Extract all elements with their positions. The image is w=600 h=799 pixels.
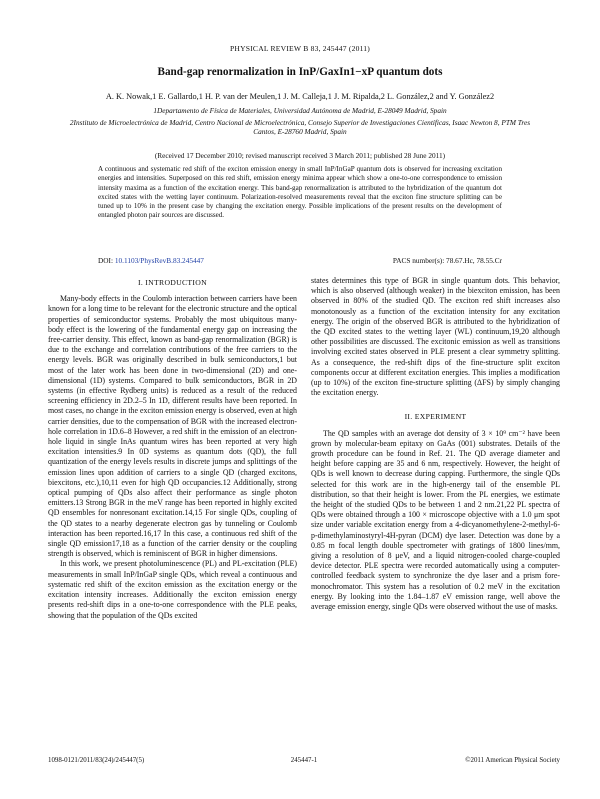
affiliation-1: 1Departamento de Física de Materiales, Universidad Autónoma de Madrid, E-28049 Madrid, Spain (153, 106, 447, 115)
doi-link[interactable]: 10.1103/PhysRevB.83.245447 (114, 256, 204, 265)
footer-page-number: 245447-1 (290, 757, 318, 764)
intro-paragraph-2: In this work, we present photoluminescence (PL) and PL-excitation (PLE) measurements in small InP/InGaP single QDs, which reveal a continuous and systematic red shift of the exciton emission as the excitation energy or the excitation intensity increases. Additionally the exciton emission energy presents red-shift dips in a one-to-one correspondence with the PLE peaks, showing that the population of the QDs excited (48, 559, 297, 620)
footer-copyright: ©2011 American Physical Society (465, 757, 560, 764)
intro-paragraph-continued: states determines this type of BGR in single quantum dots. This behavior, which is also observed (although weaker) in the biexciton emission, has been observed in 80% of the studied QD. The exciton red shift increases also monotonously as a function of the excitation intensity for any excitation energy. The origin of the observed BGR is attributed to the hybridization of the QD excited states to the wetting layer (WL) continuum,19,20 although other possibilities are discussed. The excitonic emission as well as transitions involving excited states observed in PLE present a clear symmetry splitting. As a consequence, the red-shift dips of the fine-structure split exciton components occur at different excitation energies. This implies a modification (up to 10%) of the exciton fine-structure splitting (ΔFS) by simply changing the excitation energy. (311, 276, 560, 398)
received-dates: (Received 17 December 2010; revised manuscript received 3 March 2011; published 28 June 2011) (154, 151, 446, 160)
paper-title: Band-gap renormalization in InP/GaxIn1−xP quantum dots (157, 66, 443, 78)
left-column (48, 276, 297, 621)
footer-issn: 1098-0121/2011/83(24)/245447(5) (48, 757, 145, 764)
author-list: A. K. Nowak,1 E. Gallardo,1 H. P. van der Meulen,1 J. M. Calleja,1 J. M. Ripalda,2 L. González,2 and Y. González2 (105, 92, 495, 101)
experiment-paragraph-1: The QD samples with an average dot density of 3 × 10⁹ cm⁻² have been grown by molecular-beam epitaxy on GaAs (001) substrates. Details of the growth procedure can be found in Ref. 21. The QD average diameter and height before capping are 35 and 6 nm, respectively. However, the height of QDs is well known to decrease during capping. Furthermore, the single QDs selected for this work are in the high-energy tail of the ensemble PL distribution, so that their height is lower. From the PL energies, we estimate the height of the studied QDs to be between 1 and 2 nm.21,22 PL spectra of QDs were obtained through a 100 × microscope objective with a 1.0 μm spot size under variable excitation energy from a 4-dicyanomethylene-2-methyl-6-p-dimethylaminostyryl-4H-pyran (DCM) dye laser. Detection was done by a 0.85 m focal length double spectrometer with gratings of 1800 lines/mm, giving a resolution of 8 μeV, and a liquid nitrogen-cooled charge-coupled device detector. PLE spectra were recorded automatically using a computer-controlled feedback system to synchronize the dye laser and a prism fore-monochromator. This system has a resolution of 0.2 meV in the excitation energy. By looking into the 1.84–1.87 eV emission range, well above the average emission energy, single QDs were observed without the use of masks. (311, 428, 560, 612)
section-heading-experiment: II. EXPERIMENT (404, 412, 467, 422)
section-heading-introduction: I. INTRODUCTION (138, 278, 207, 287)
intro-paragraph-1: Many-body effects in the Coulomb interaction between carriers have been known for a long time to be relevant for the electronic structure and the optical properties of semiconductor systems. Probably the most ubiquitous many-body effect is the lowering of the fundamental energy gap on increasing the free-carrier density. This effect, known as band-gap renormalization (BGR) is due to the exchange and correlation contributions of the free carriers to the energy levels. BGR was originally described in bulk semiconductors,1 but most of the later work has been done in two-dimensional (2D) and one-dimensional (1D) systems. Compared to bulk semiconductors, BGR in 2D systems (in effective Rydberg units) is reduced as a result of the reduced screening efficiency in 2D.2–5 In 1D, different results have been reported. In most cases, no change in the exciton emission energy is observed, even at high carrier densities, due to the compensation of BGR with the increased electron-hole correlation in 1D.6–8 However, a red shift in the emission of an electron-hole liquid in single InAs quantum wires has been reported at very high excitation intensities.9 In 0D systems as quantum dots (QD), the full quantization of the energy levels results in discrete jumps and splittings of the emission lines upon addition of carriers to a single QD (charged excitons, biexcitons, etc.),10,11 even for high QD occupancies.12 Additionally, strong optical pumping of QDs also affect their performance as single photon emitters.13 Strong BGR in the meV range has been reported in highly excited QD ensembles for nonresonant excitation.14,15 For single QDs, coupling of the QD states to a nearby degenerate electron gas by tunneling or Coulomb interaction has been reported.16,17 In this case, a continuous red shift of the single QD emission17,18 as a function of the carrier density or the coupling strength is observed, which is reminiscent of BGR in higher dimensions. (48, 294, 297, 559)
pacs-numbers: PACS number(s): 78.67.Hc, 78.55.Cr (392, 256, 502, 265)
doi-line (98, 256, 502, 265)
abstract: A continuous and systematic red shift of the exciton emission energy in small InP/InGaP quantum dots is observed for increasing excitation energies and intensities. Superposed on this red shift, emission energy minima appear which show a one-to-one correspondence to emission intensity maxima as a function of the excitation energy. This band-gap renormalization is attributed to the hybridization of the quantum dot excited states with the wetting layer continuum. Polarization-resolved measurements reveal that the exciton fine structure splitting can be tuned up to 10% in the present case by changing the excitation energy. Possible implications of the present results on the development of entangled photon pair sources are discussed. (98, 165, 502, 220)
right-column (311, 276, 560, 612)
affiliation-2: 2Instituto de Microelectrónica de Madrid, Centro Nacional de Microelectrónica, Consejo Superior de Investigaciones Científicas, Isaac Newton 8, PTM Tres Cantos, E-28760 Madrid, Spain (69, 118, 531, 137)
journal-header: PHYSICAL REVIEW B 83, 245447 (2011) (229, 44, 371, 53)
doi-label: DOI: (98, 256, 113, 265)
